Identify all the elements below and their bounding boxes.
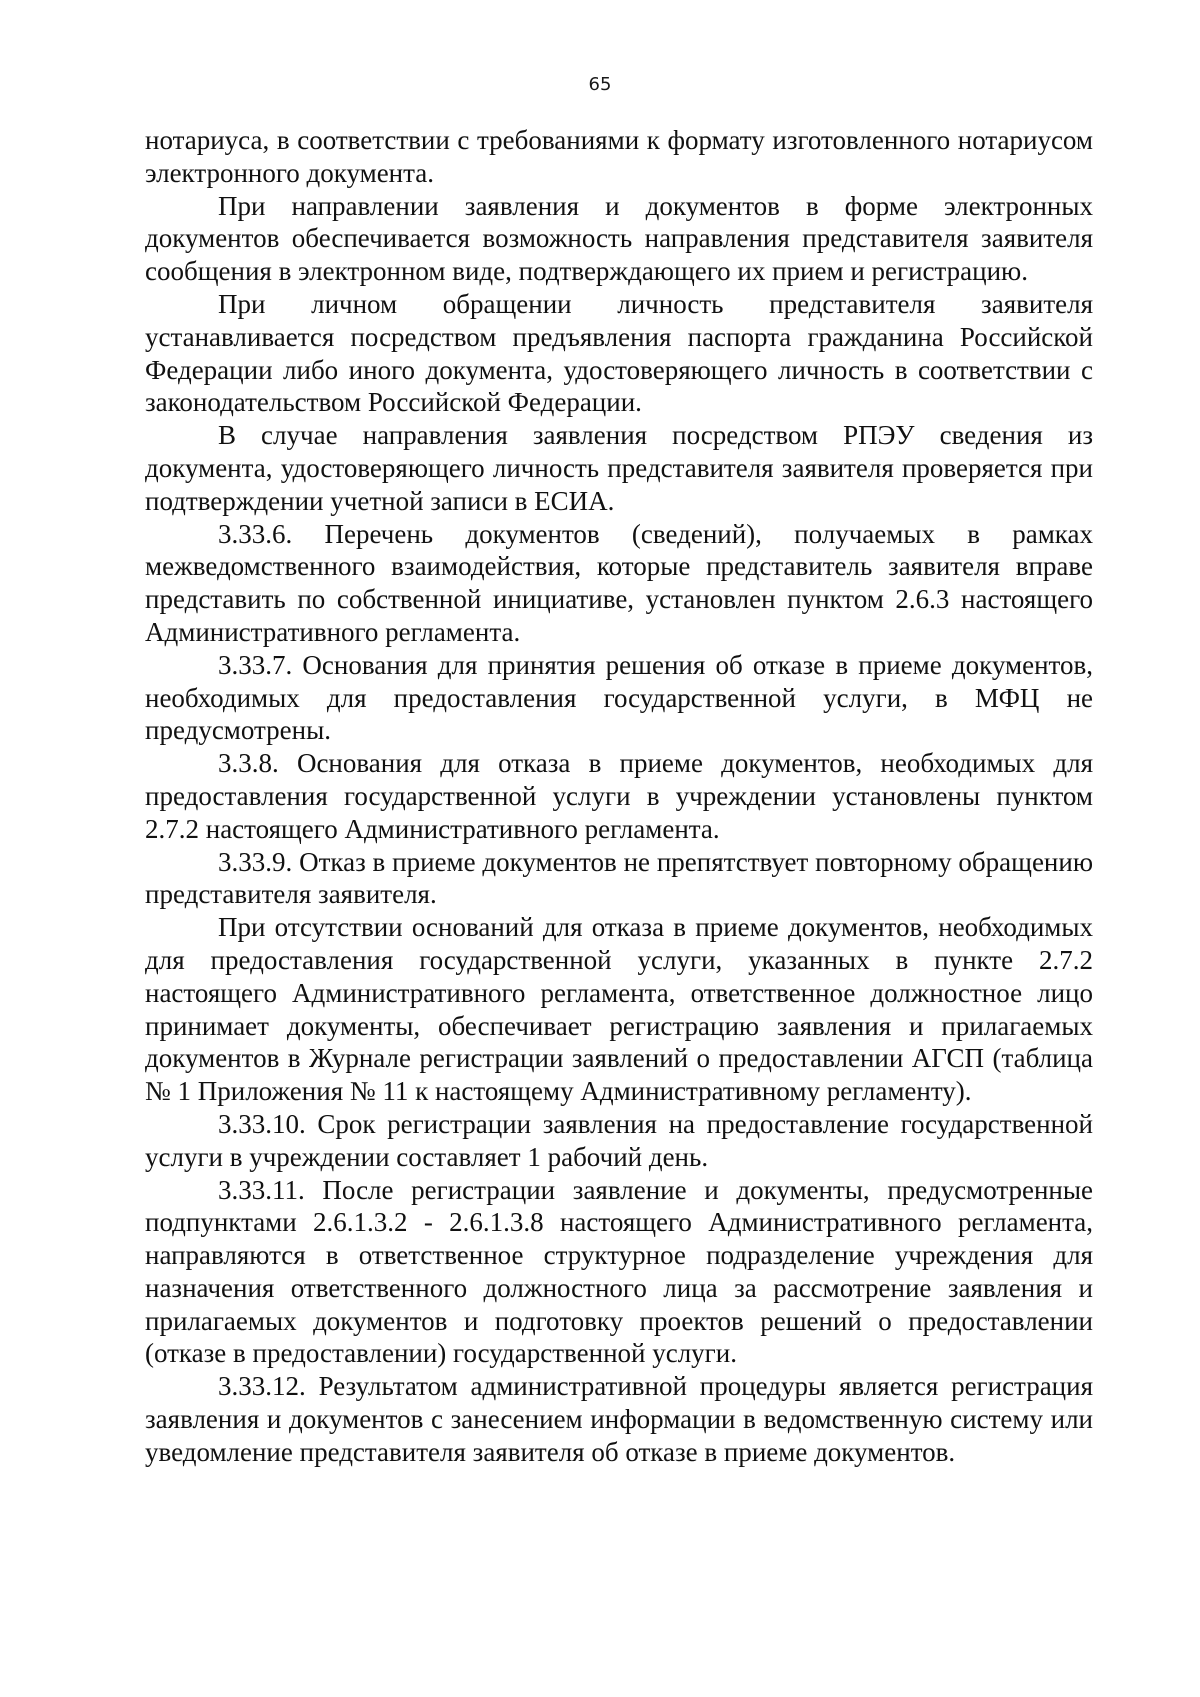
- paragraph-personal-visit: При личном обращении личность представителя заявителя устанавливается посредством предъявления паспорта гражданина Российской Федерации либо иного документа, удостоверяющего личность в соответствии с законодательством Российской Федерации.: [145, 288, 1093, 418]
- document-body: [145, 124, 1093, 1469]
- paragraph-no-grounds-for-refusal: При отсутствии оснований для отказа в приеме документов, необходимых для предоставления государственной услуги, указанных в пункте 2.7.2 настоящего Административного регламента, ответственное должностное лицо принимает документы, обеспечивает регистрацию заявления и прилагаемых документов в Журнале регистрации заявлений о предоставлении АГСП (таблица № 1 Приложения № 11 к настоящему Административному регламенту).: [145, 912, 1093, 1107]
- paragraph-continuation: нотариуса, в соответствии с требованиями к формату изготовленного нотариусом электронного документа.: [145, 125, 1093, 188]
- paragraph-3-3-8: 3.3.8. Основания для отказа в приеме документов, необходимых для предоставления государственной услуги в учреждении установлены пунктом 2.7.2 настоящего Административного регламента.: [145, 748, 1093, 844]
- paragraph-rpeu-submission: В случае направления заявления посредством РПЭУ сведения из документа, удостоверяющего личность представителя заявителя проверяется при подтверждении учетной записи в ЕСИА.: [145, 420, 1093, 516]
- paragraph-3-33-7: 3.33.7. Основания для принятия решения об отказе в приеме документов, необходимых для предоставления государственной услуги, в МФЦ не предусмотрены.: [145, 649, 1093, 746]
- paragraph-electronic-submission: При направлении заявления и документов в форме электронных документов обеспечивается возможность направления представителя заявителя сообщения в электронном виде, подтверждающего их прием и регистрацию.: [145, 190, 1093, 287]
- page-number: 65: [588, 74, 612, 95]
- paragraph-3-33-9: 3.33.9. Отказ в приеме документов не препятствует повторному обращению представителя заявителя.: [145, 846, 1093, 910]
- paragraph-3-33-11: 3.33.11. После регистрации заявление и документы, предусмотренные подпунктами 2.6.1.3.2 - 2.6.1.3.8 настоящего Административного регламента, направляются в ответственное структурное подразделение учреждения для назначения ответственного должностного лица за рассмотрение заявления и прилагаемых документов и подготовку проектов решений о предоставлении (отказе в предоставлении) государственной услуги.: [145, 1174, 1093, 1369]
- paragraph-3-33-10: 3.33.10. Срок регистрации заявления на предоставление государственной услуги в учреждении составляет 1 рабочий день.: [145, 1108, 1093, 1172]
- paragraph-3-33-12: 3.33.12. Результатом административной процедуры является регистрация заявления и документов с занесением информации в ведомственную систему или уведомление представителя заявителя об отказе в приеме документов.: [145, 1371, 1093, 1467]
- paragraph-3-33-6: 3.33.6. Перечень документов (сведений), получаемых в рамках межведомственного взаимодействия, которые представитель заявителя вправе представить по собственной инициативе, установлен пунктом 2.6.3 настоящего Административного регламента.: [145, 518, 1093, 647]
